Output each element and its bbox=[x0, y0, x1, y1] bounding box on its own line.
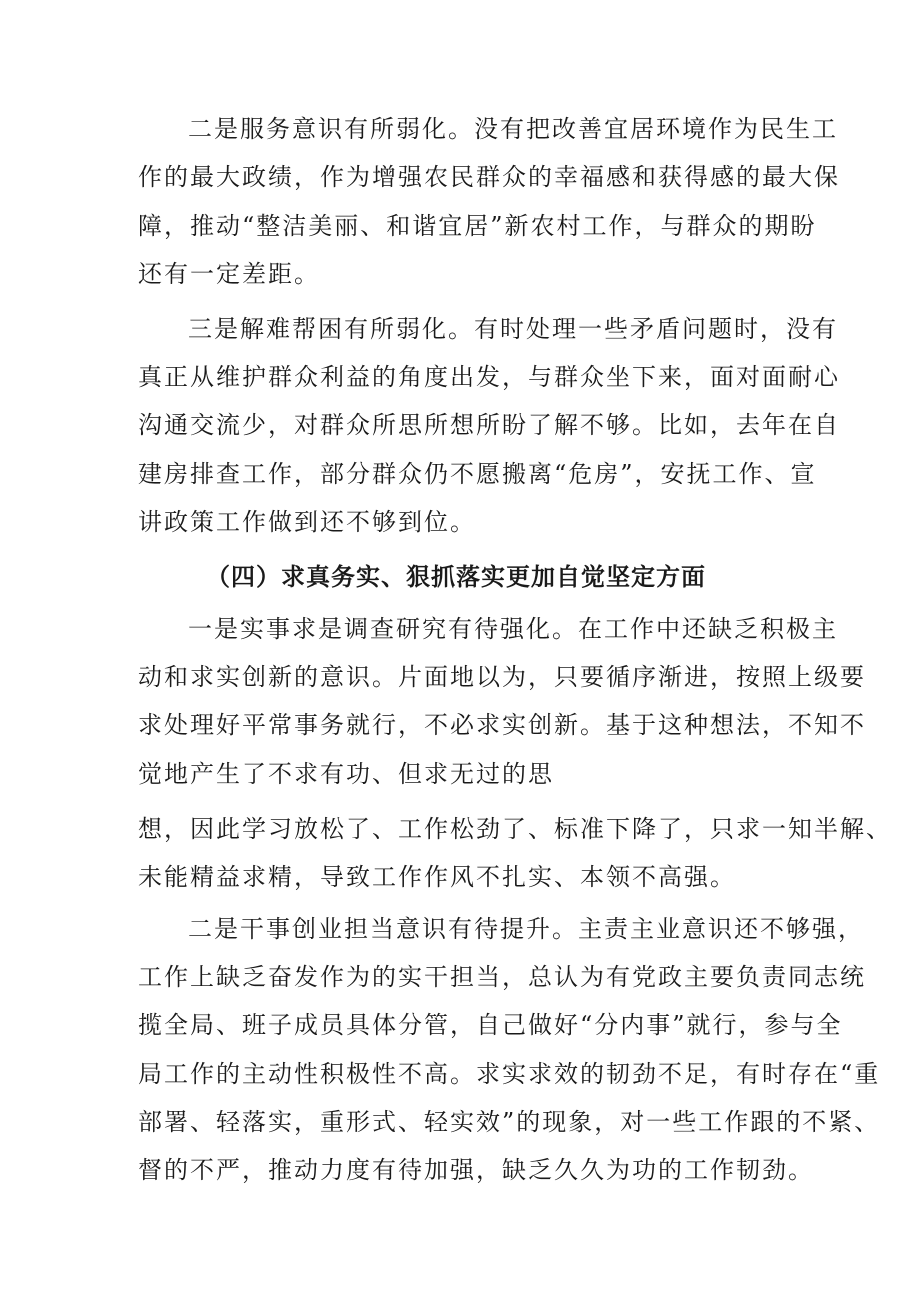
paragraph-line: 局工作的主动性积极性不高。求实求效的韧劲不足，有时存在“重 bbox=[138, 1060, 881, 1088]
section-heading: （四）求真务实、狠抓落实更加自觉坚定方面 bbox=[206, 563, 706, 591]
paragraph-line: 二是干事创业担当意识有待提升。主责主业意识还不够强， bbox=[188, 915, 864, 943]
paragraph-line: 揽全局、班子成员具体分管，自己做好“分内事”就行，参与全 bbox=[138, 1011, 843, 1039]
paragraph-line: 讲政策工作做到还不够到位。 bbox=[138, 508, 476, 536]
paragraph-line: 障，推动“整洁美丽、和谐宜居”新农村工作，与群众的期盼 bbox=[138, 212, 817, 240]
paragraph-line: 工作上缺乏奋发作为的实干担当，总认为有党政主要负责同志统 bbox=[138, 963, 866, 991]
paragraph-line: 建房排查工作，部分群众仍不愿搬离“危房”，安抚工作、宣 bbox=[138, 460, 817, 488]
paragraph-line: 觉地产生了不求有功、但求无过的思 bbox=[138, 760, 554, 788]
paragraph-line: 未能精益求精，导致工作作风不扎实、本领不高强。 bbox=[138, 863, 736, 891]
paragraph-line: 想，因此学习放松了、工作松劲了、标准下降了，只求一知半解、 bbox=[138, 815, 892, 843]
paragraph-line: 还有一定差距。 bbox=[138, 260, 320, 288]
paragraph-line: 沟通交流少，对群众所思所想所盼了解不够。比如，去年在自 bbox=[138, 411, 840, 439]
paragraph-line: 一是实事求是调查研究有待强化。在工作中还缺乏积极主 bbox=[188, 615, 838, 643]
paragraph-line: 二是服务意识有所弱化。没有把改善宜居环境作为民生工 bbox=[188, 115, 838, 143]
paragraph-line: 真正从维护群众利益的角度出发，与群众坐下来，面对面耐心 bbox=[138, 363, 840, 391]
paragraph-line: 作的最大政绩，作为增强农民群众的幸福感和获得感的最大保 bbox=[138, 163, 840, 191]
paragraph-line: 动和求实创新的意识。片面地以为，只要循序渐进，按照上级要 bbox=[138, 663, 866, 691]
paragraph-line: 三是解难帮困有所弱化。有时处理一些矛盾问题时，没有 bbox=[188, 315, 838, 343]
paragraph-line: 求处理好平常事务就行，不必求实创新。基于这种想法，不知不 bbox=[138, 711, 866, 739]
paragraph-line: 部署、轻落实，重形式、轻实效”的现象，对一些工作跟的不紧、 bbox=[138, 1108, 881, 1136]
paragraph-line: 督的不严，推动力度有待加强，缺乏久久为功的工作韧劲。 bbox=[138, 1156, 814, 1184]
